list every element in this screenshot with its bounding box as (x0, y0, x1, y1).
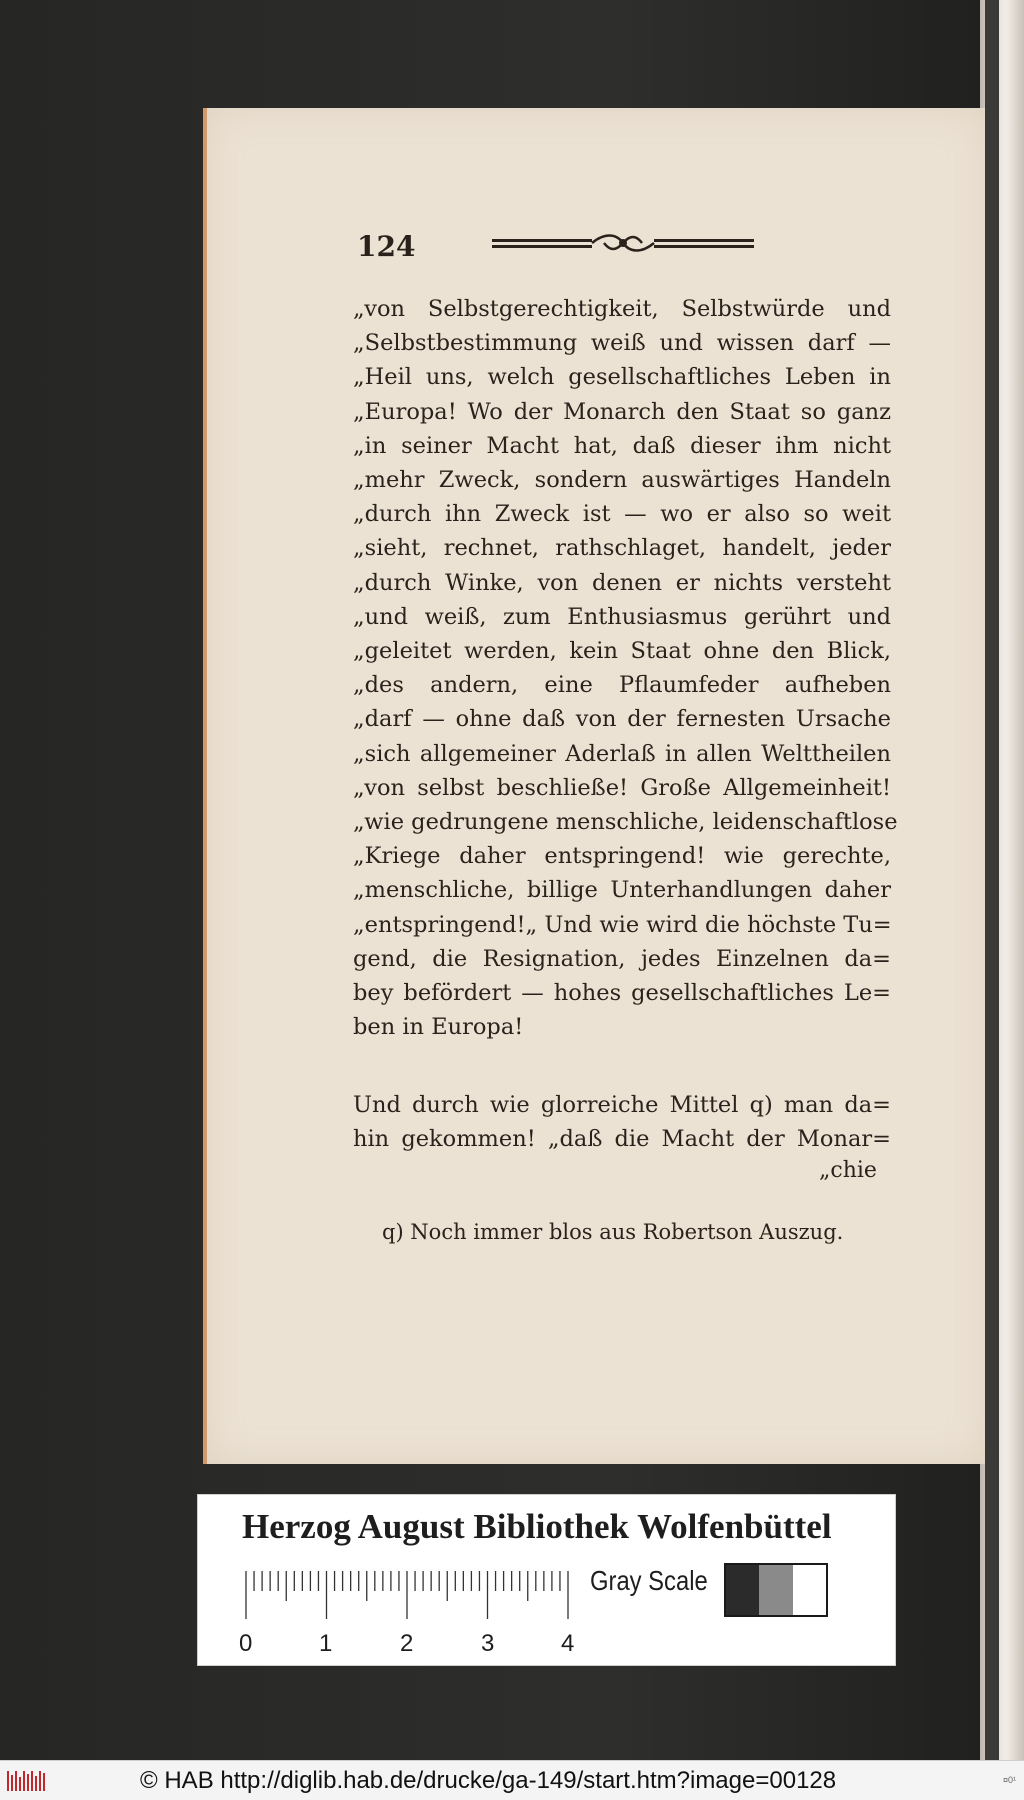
text-line: „geleitet werden, kein Staat ohne den Blick, (353, 638, 891, 665)
text-line: „Selbstbestimmung weiß und wissen darf — (353, 330, 891, 357)
main-paragraph (353, 292, 898, 1044)
footer-marker: ¤0¹ (1002, 1775, 1016, 1785)
text-line: „durch ihn Zweck ist — wo er also so weit (353, 501, 891, 528)
library-name: Herzog August Bibliothek Wolfenbüttel (242, 1507, 832, 1546)
footer-bar (0, 1760, 1024, 1800)
text-line: „Heil uns, welch gesellschaftliches Leben in (353, 364, 891, 391)
text-line: Und durch wie glorreiche Mittel q) man da= (353, 1092, 891, 1118)
text-line: bey befördert — hohes gesellschaftliches Le= (353, 980, 891, 1007)
text-line: ben in Europa! (353, 1014, 524, 1041)
text-line: „in seiner Macht hat, daß dieser ihm nicht (353, 432, 891, 459)
text-line: „darf — ohne daß von der fernesten Ursache (353, 706, 891, 733)
text-line: hin gekommen! „daß die Macht der Monar= (353, 1126, 891, 1153)
text-line: „Kriege daher entspringend! wie gerechte, (353, 843, 891, 870)
footnote: q) Noch immer blos aus Robertson Auszug. (382, 1220, 844, 1244)
ornament-rule-icon (492, 229, 754, 259)
gray-swatch-mid (759, 1565, 792, 1615)
ruler-label: 0 (239, 1630, 253, 1657)
text-line: „entspringend!„ Und wie wird die höchste Tu= (353, 911, 892, 938)
text-line: „mehr Zweck, sondern auswärtiges Handeln (353, 467, 891, 494)
text-line: „durch Winke, von denen er nichts versteht (353, 569, 891, 596)
gray-swatch-light (793, 1565, 826, 1615)
second-paragraph (353, 1088, 891, 1156)
text-line: „und weiß, zum Enthusiasmus gerührt und (353, 603, 891, 630)
color-reference-card (197, 1494, 896, 1666)
gray-scale-label: Gray Scale (590, 1565, 708, 1596)
ruler-scale (239, 1571, 575, 1661)
ruler-label: 4 (561, 1630, 575, 1657)
gray-swatch-dark (726, 1565, 759, 1615)
catchword: „chie (819, 1158, 877, 1183)
ruler-label: 2 (400, 1630, 414, 1657)
text-line: „von Selbstgerechtigkeit, Selbstwürde und (353, 296, 891, 322)
ruler-label: 3 (481, 1630, 495, 1657)
text-line: „sich allgemeiner Aderlaß in allen Welttheilen (353, 740, 891, 767)
text-line: „wie gedrungene menschliche, leidenschaftlose (353, 809, 898, 836)
ruler-label: 1 (319, 1630, 333, 1657)
text-line: „des andern, eine Pflaumfeder aufheben (353, 672, 891, 699)
page-gutter-shadow (985, 0, 999, 1760)
book-page (203, 108, 985, 1464)
text-line: „sieht, rechnet, rathschlaget, handelt, jeder (353, 535, 891, 562)
copyright-url: © HAB http://diglib.hab.de/drucke/ga-149/start.htm?image=00128 (140, 1767, 837, 1794)
page-number: 124 (357, 230, 416, 263)
text-line: „von selbst beschließe! Große Allgemeinheit! (353, 774, 891, 801)
text-line: „menschliche, billige Unterhandlungen daher (353, 877, 891, 904)
text-line: gend, die Resignation, jedes Einzelnen da= (353, 945, 891, 972)
hab-logo-icon (6, 1769, 48, 1793)
text-line: „Europa! Wo der Monarch den Staat so ganz (353, 398, 891, 425)
gray-scale-swatches (724, 1563, 828, 1617)
